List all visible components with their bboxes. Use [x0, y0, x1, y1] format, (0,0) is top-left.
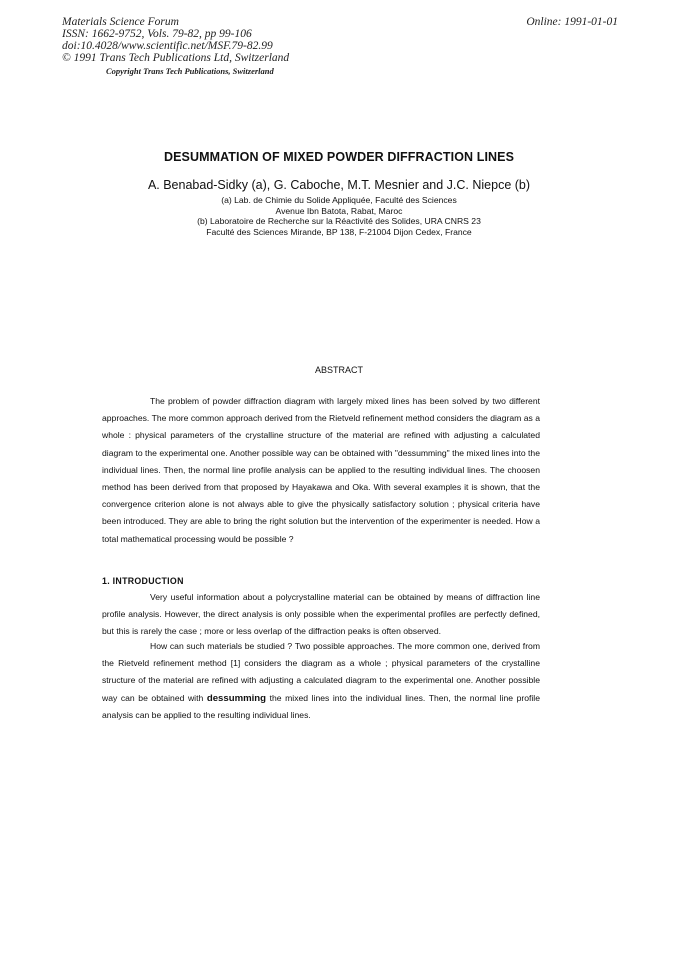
journal-name: Materials Science Forum [62, 16, 179, 28]
intro-paragraph-1 [102, 589, 540, 641]
intro-paragraph-2 [102, 638, 540, 724]
journal-header [62, 16, 289, 64]
intro-text-2b: the mixed lines into the individual lines. Then, the normal line profile analysis can be applied to the resulting individual lines. [102, 692, 540, 720]
abstract-body [102, 393, 540, 548]
affiliations [0, 195, 678, 237]
section-heading-introduction: 1. INTRODUCTION [102, 576, 184, 586]
doi-line: doi:10.4028/www.scientific.net/MSF.79-82.99 [62, 40, 273, 52]
affiliation-line: (a) Lab. de Chimie du Solide Appliquée, Faculté des Sciences [221, 195, 457, 205]
publisher-line: © 1991 Trans Tech Publications Ltd, Switzerland [62, 52, 290, 64]
intro-text-1: Very useful information about a polycrystalline material can be obtained by means of diffraction line profile analysis. However, the direct analysis is only possible when the experimental profiles are perfectly defined, but this is rarely the case ; more or less overlap of the diffraction peaks is often observed. [102, 592, 540, 637]
copyright-notice: Copyright Trans Tech Publications, Switzerland [106, 66, 274, 76]
intro-text-2a: How can such materials be studied ? Two possible approaches. The more common one, derived from the Rietveld refinement method [1] considers the diagram as a whole ; physical parameters of the crystalline structure of the material are refined with adjusting a calculated diagram to the experimental one. Another possible way can be obtained with [102, 641, 540, 703]
affiliation-line: Faculté des Sciences Mirande, BP 138, F-21004 Dijon Cedex, France [206, 226, 472, 237]
affiliation-line: (b) Laboratoire de Recherche sur la Réactivité des Solides, URA CNRS 23 [197, 216, 481, 226]
abstract-heading: ABSTRACT [314, 365, 363, 375]
intro-bold-term: dessumming [206, 692, 267, 704]
abstract-text: The problem of powder diffraction diagram with largely mixed lines has been solved by two different approaches. The more common approach derived from the Rietveld refinement method considers the diagram as a whole : physical parameters of the crystalline structure of the material are refined with adjusting a calculated diagram to the experimental one. Another possible way can be obtained with "dessumming" the mixed lines into the individual lines. Then, the normal line profile analysis can be applied to the resulting individual lines. The choosen method has been derived from that proposed by Hayakawa and Oka. With several examples it is shown, that the convergence criterion alone is not always able to give the physically satisfactory solution ; physical criteria have been introduced. They are able to bring the right solution but the intervention of the experimenter is needed. How a total mathematical processing would be possible ? [102, 396, 540, 544]
author-list: A. Benabad-Sidky (a), G. Caboche, M.T. Mesnier and J.C. Niepce (b) [147, 178, 531, 192]
issn-line: ISSN: 1662-9752, Vols. 79-82, pp 99-106 [62, 28, 252, 40]
paper-title: DESUMMATION OF MIXED POWDER DIFFRACTION LINES [163, 150, 515, 164]
affiliation-line: Avenue Ibn Batota, Rabat, Maroc [275, 205, 403, 216]
online-date: Online: 1991-01-01 [526, 16, 618, 28]
